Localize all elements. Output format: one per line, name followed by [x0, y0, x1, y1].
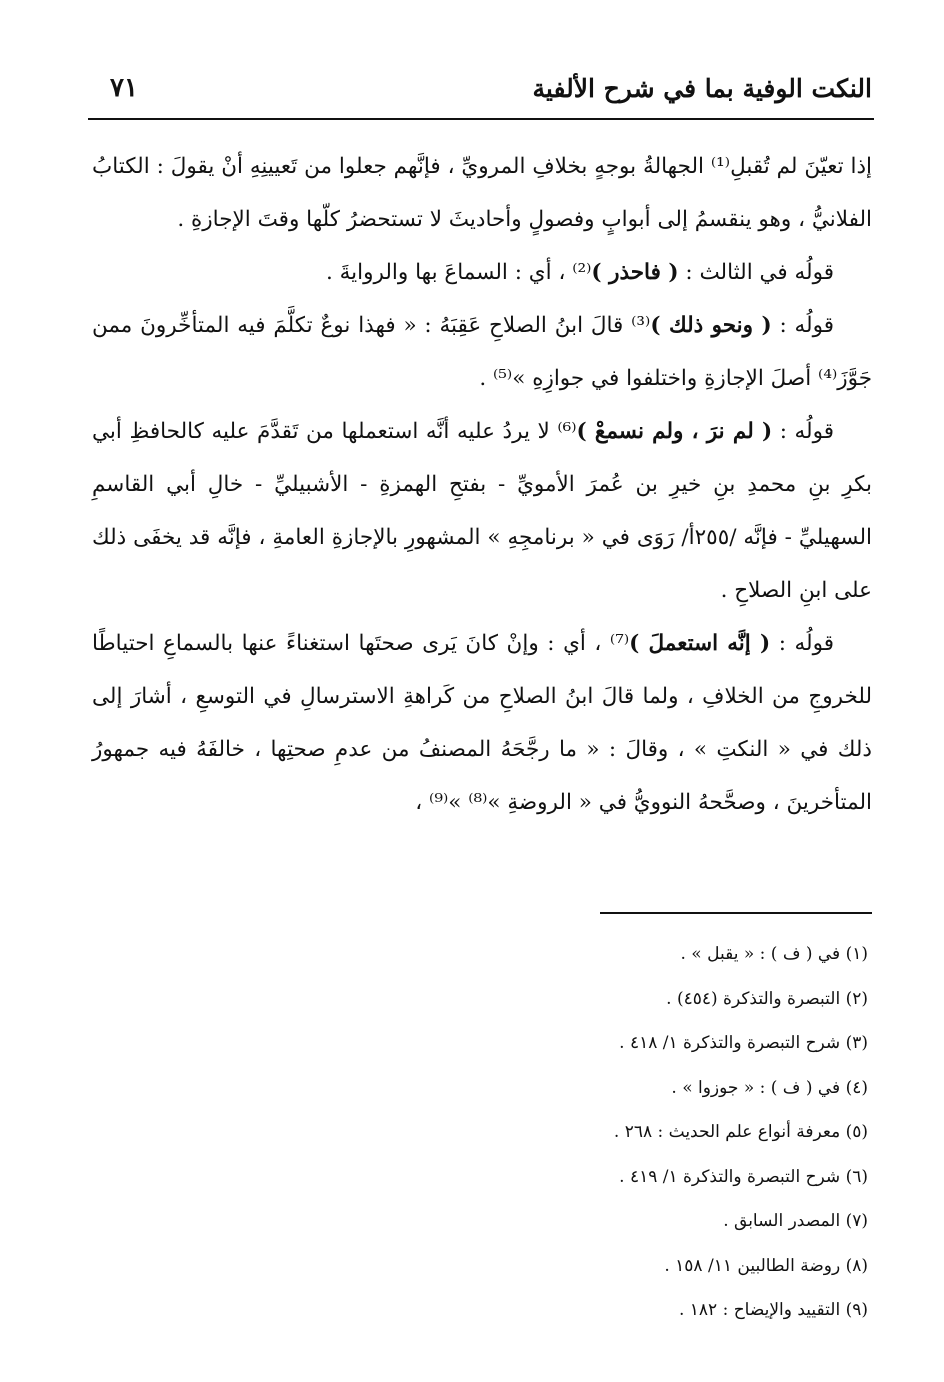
paragraph-4-quote: ( لم نرَ ، ولم نسمعْ ) — [576, 419, 773, 444]
paragraph-5 — [92, 617, 872, 829]
footnote-3: (٣) شرح التبصرة والتذكرة ١/ ٤١٨ . — [619, 1033, 868, 1053]
paragraph-5-lead: قولُه : — [770, 631, 834, 656]
paragraph-4 — [92, 405, 872, 617]
footnote-7: (٧) المصدر السابق . — [723, 1211, 868, 1231]
paragraph-2-text: ⁽²⁾ ، أي : السماعَ بها والروايةَ . — [325, 260, 592, 285]
page-header — [92, 58, 872, 118]
header-rule — [88, 118, 874, 120]
paragraph-3 — [92, 299, 872, 405]
footnotes — [92, 932, 872, 1333]
main-text — [92, 140, 872, 829]
paragraph-3-lead: قولُه : — [771, 313, 834, 338]
paragraph-1: إذا تعيّنَ لم تُقبلِ⁽¹⁾ الجهالةُ بوجهٍ بخلافِ المرويِّ ، فإنَّهم جعلوا من تَعيينِهِ أنْ يقولَ : الكتابُ الفلانيُّ ، وهو ينقسمُ إلى أبوابٍ وفصولٍ وأحاديثَ لا تستحضرُ كلّها وقتَ الإجازةِ . — [92, 154, 872, 232]
running-title: النكت الوفية بما في شرح الألفية — [532, 73, 872, 103]
paragraph-2-lead: قولُه في الثالث : — [678, 260, 834, 285]
paragraph-2-quote: ( فاحذر ) — [591, 260, 679, 285]
paragraph-5-quote: ( إنَّه استعملَ ) — [629, 631, 771, 656]
footnote-rule — [600, 912, 872, 914]
paragraph-4-text: ⁽⁶⁾ لا يردُ عليه أنَّه استعملها من تَقدَّمَ عليه كالحافظِ أبي بكرِ بنِ محمدِ بنِ خيرِ بن عُمرَ الأمويِّ - بفتحِ الهمزةِ - الأشبيليِّ - خالِ أبي القاسمِ السهيليِّ - فإنَّه /٢٥٥أ/ رَوَى في « برنامجِهِ » المشهورِ بالإجازةِ العامةِ ، فإنَّه قد يخفَى ذلك على ابنِ الصلاحِ . — [92, 419, 872, 603]
footnote-6: (٦) شرح التبصرة والتذكرة ١/ ٤١٩ . — [619, 1166, 868, 1187]
paragraph-5-text: ⁽⁷⁾ ، أي : وإنْ كانَ يَرى صحتَها استغناءً عنها بالسماعِ احتياطًا للخروجِ من الخلافِ ، ولما قالَ ابنُ الصلاحِ من كَراهةِ الاسترسالِ في التوسعِ ، أشارَ إلى ذلك في « النكتِ » ، وقالَ : « ما رجَّحَهُ المصنفُ من عدمِ صحتِها ، خالفَهُ فيه جمهورُ المتأخرينَ ، وصحَّحهُ النوويُّ في « الروضةِ »⁽⁸⁾ »⁽⁹⁾ ، — [92, 631, 872, 815]
footnote-9: (٩) التقييد والإيضاح : ١٨٢ . — [678, 1300, 868, 1320]
page-number: ٧١ — [110, 73, 138, 103]
footnote-5: (٥) معرفة أنواع علم الحديث : ٢٦٨ . — [613, 1122, 868, 1142]
paragraph-2 — [92, 246, 872, 299]
footnote-4: (٤) في ( ف ) : « جوزوا » . — [671, 1077, 868, 1098]
footnote-2: (٢) التبصرة والتذكرة (٤٥٤) . — [666, 988, 868, 1009]
footnote-8: (٨) روضة الطالبين ١١/ ١٥٨ . — [664, 1255, 868, 1276]
footnote-1: (١) في ( ف ) : « يقبل » . — [680, 944, 868, 964]
paragraph-3-text: ⁽³⁾ قالَ ابنُ الصلاحِ عَقِبَهُ : « فهذا نوعٌ تكلَّمَ فيه المتأخِّرونَ ممن جَوَّزَ⁽⁴⁾ أصلَ الإجازةِ واختلفوا في جوازِهِ »⁽⁵⁾ . — [92, 313, 872, 391]
paragraph-3-quote: ( ونحو ذلك ) — [650, 313, 772, 338]
paragraph-4-lead: قولُه : — [772, 419, 834, 444]
